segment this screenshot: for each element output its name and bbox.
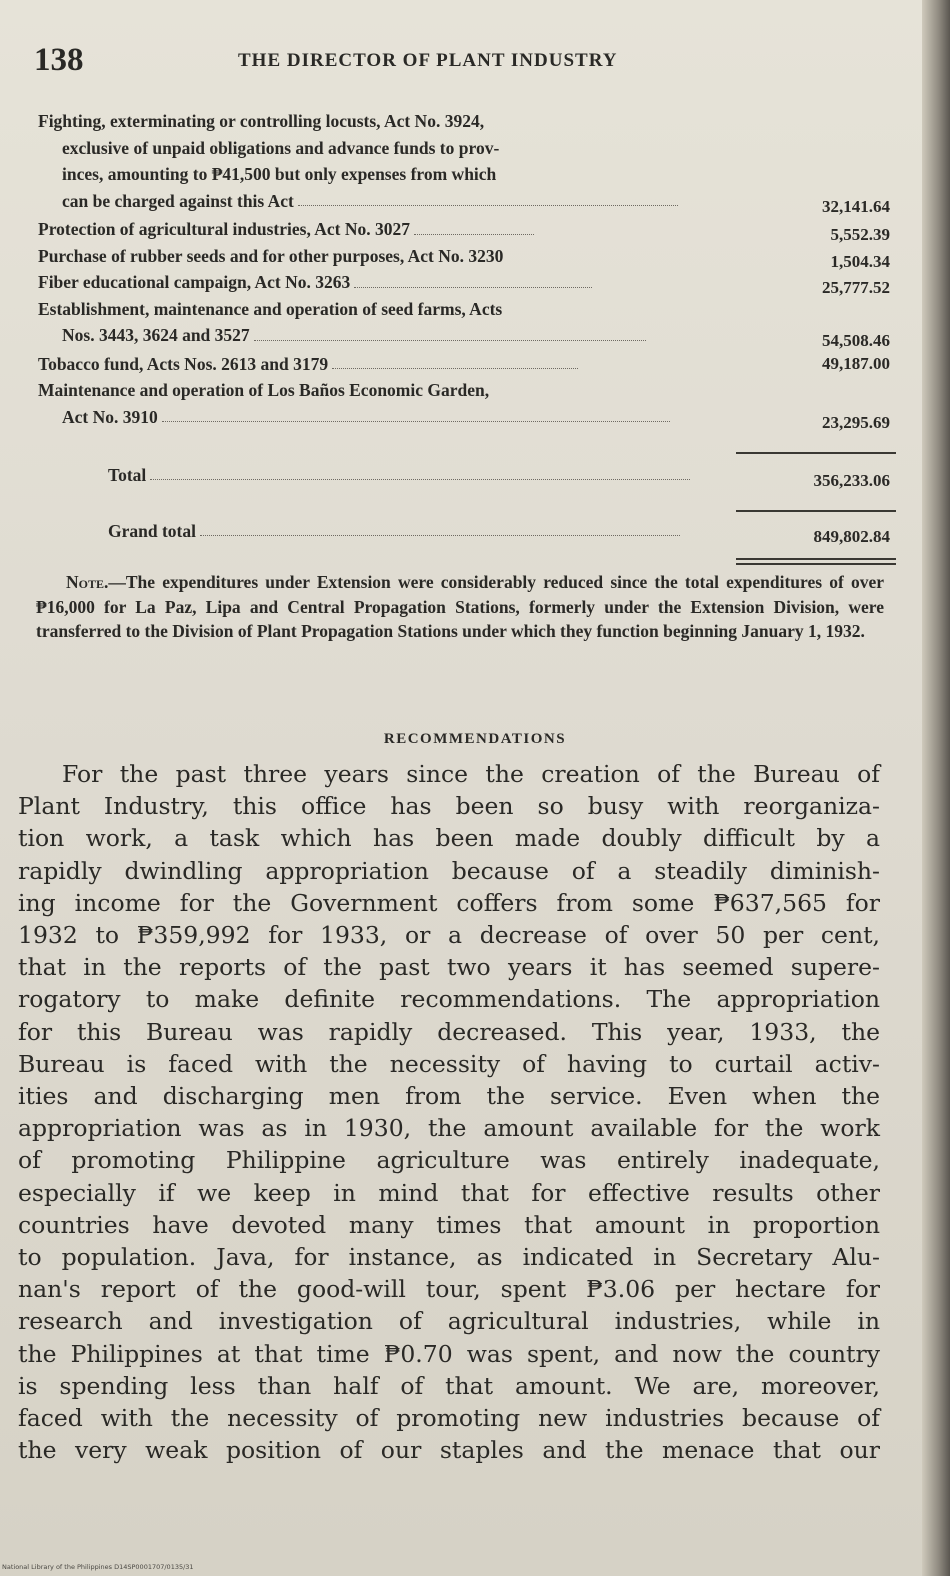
page-edge-shadow [922,0,950,1576]
ledger-line: Fighting, exterminating or controlling locusts, Act No. 3924, [38,111,485,131]
body-line: Bureau is faced with the necessity of having to curtail activ- [18,1049,880,1078]
ledger-line-text: Protection of agricultural industries, Act No. 3027 [38,219,410,239]
ledger-amount: 5,552.39 [830,225,890,244]
body-line: rogatory to make definite recommendations. The appropriation [18,985,880,1014]
body-line: the Philippines at that time ₱0.70 was spent, and now the country [18,1339,880,1368]
grand-total-double-rule [736,558,896,565]
ledger-line-text: Fiber educational campaign, Act No. 3263 [38,272,351,292]
ledger-line [38,404,898,431]
body-line: the very weak position of our staples and the menace that our [18,1436,880,1465]
leader-dots [254,340,646,341]
leader-dots [200,535,680,536]
grand-total-amount: 849,802.84 [813,527,890,546]
body-line: of promoting Philippine agriculture was entirely inadequate, [18,1146,880,1175]
body-line: for this Bureau was rapidly decreased. This year, 1933, the [18,1017,880,1046]
leader-dots [150,479,690,480]
ledger-line [38,351,898,378]
expenditure-note [36,570,884,644]
ledger-line: Establishment, maintenance and operation of seed farms, Acts [38,298,503,319]
ledger-row [38,296,898,351]
section-heading: RECOMMENDATIONS [383,731,567,747]
total-rule [736,510,896,512]
leader-dots [354,287,592,288]
ledger-amount: 25,777.52 [822,278,890,297]
grand-total-row [108,518,898,544]
grand-total-label: Grand total [108,521,196,541]
ledger-row [38,269,898,296]
ledger-amount: 49,187.00 [822,353,890,373]
body-line: nan's report of the good-will tour, spent ₱3.06 per hectare for [18,1275,880,1304]
body-line: Plant Industry, this office has been so busy with reorganiza- [18,792,880,821]
body-line: 1932 to ₱359,992 for 1933, or a decrease of over 50 per cent, [18,921,880,950]
body-line: rapidly dwindling appropriation because of a steadily diminish- [18,856,880,885]
body-line: that in the reports of the past two years it has seemed supere- [18,953,880,982]
leader-dots [162,421,670,422]
note-paragraph [36,570,884,644]
page-number: 138 [34,42,84,78]
ledger-row [38,243,898,270]
ledger-row [38,108,898,216]
expenditure-ledger [38,108,898,565]
ledger-row [38,351,898,378]
note-text: —The expenditures under Extension were considerably reduced since the total expenditures of over ₱16,000 for La Paz, Lipa and Central Propagation Stations, formerly under the Extension Division, were transferred to the Division of Plant Propagation Stations under which they function beginning January 1, 1932. [36,572,884,641]
total-amount: 356,233.06 [813,471,890,490]
total-row [108,462,898,488]
body-line: ing income for the Government coffers from some ₱637,565 for [18,888,880,917]
body-line: especially if we keep in mind that for effective results other [18,1178,880,1207]
ledger-line-text: can be charged against this Act [62,190,294,211]
recommendations-paragraph [18,758,880,1466]
leader-dots [298,205,678,206]
body-line: countries have devoted many times that amount in proportion [18,1210,880,1239]
ledger-line-text: Tobacco fund, Acts Nos. 2613 and 3179 [38,353,329,374]
body-line: appropriation was as in 1930, the amount available for the work [18,1114,880,1143]
body-line: to population. Java, for instance, as indicated in Secretary Alu- [18,1243,880,1272]
ledger-line: inces, amounting to ₱41,500 but only expenses from which [62,164,497,184]
ledger-amount: 1,504.34 [830,251,890,271]
body-line: faced with the necessity of promoting new industries because of [18,1404,880,1433]
ledger-line-text: Act No. 3910 [62,406,158,427]
page-header [34,42,874,82]
body-line: research and investigation of agricultural industries, while in [18,1307,880,1336]
body-line: tion work, a task which has been made doubly difficult by a [18,824,880,853]
ledger-item-text [38,108,898,214]
body-line: For the past three years since the creation of the Bureau of [62,760,880,788]
leader-dots [414,234,534,235]
ledger-line [38,269,898,296]
running-title: THE DIRECTOR OF PLANT INDUSTRY [238,50,618,71]
total-label: Total [108,465,147,485]
leader-dots [332,368,578,369]
note-label: Note. [66,572,109,592]
ledger-row [38,216,898,243]
ledger-line-text: Nos. 3443, 3624 and 3527 [62,325,250,345]
body-line: is spending less than half of that amount. We are, moreover, [18,1371,880,1400]
ledger-line [38,216,898,243]
ledger-row [38,377,898,432]
ledger-line: Purchase of rubber seeds and for other purposes, Act No. 3230 [38,245,504,266]
body-line: ities and discharging men from the service. Even when the [18,1082,880,1111]
scan-footer: National Library of the Philippines D14SP0001707/0135/31 [2,1563,194,1571]
ledger-line [38,188,898,215]
ledger-line [38,322,898,349]
ledger-amount: 54,508.46 [822,331,890,350]
subtotal-rule [736,452,896,454]
ledger-amount: 32,141.64 [822,196,890,216]
ledger-line: Maintenance and operation of Los Baños Economic Garden, [38,380,490,400]
ledger-line: exclusive of unpaid obligations and advance funds to prov- [62,137,500,158]
ledger-amount: 23,295.69 [822,412,890,432]
